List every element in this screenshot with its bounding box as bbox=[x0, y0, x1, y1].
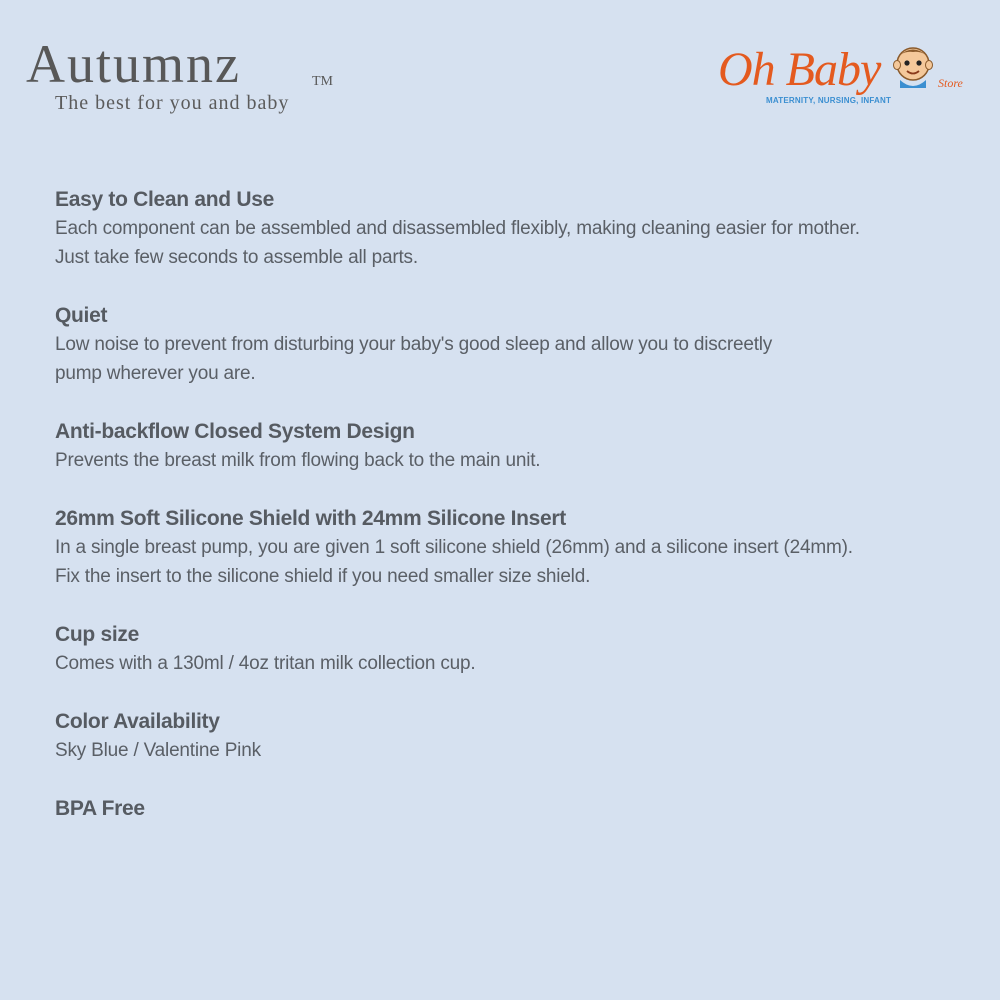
feature-description: Just take few seconds to assemble all parts. bbox=[55, 247, 418, 268]
feature-title: Quiet bbox=[55, 304, 108, 327]
feature-title: Color Availability bbox=[55, 710, 220, 733]
feature-section bbox=[55, 504, 955, 591]
feature-description: In a single breast pump, you are given 1 soft silicone shield (26mm) and a silicone insert (24mm). bbox=[55, 537, 853, 558]
feature-title: 26mm Soft Silicone Shield with 24mm Silicone Insert bbox=[55, 507, 567, 530]
brand-trademark: TM bbox=[312, 74, 333, 89]
feature-list bbox=[55, 185, 955, 852]
feature-section bbox=[55, 620, 955, 678]
feature-title: Easy to Clean and Use bbox=[55, 188, 274, 211]
feature-description: Comes with a 130ml / 4oz tritan milk collection cup. bbox=[55, 653, 476, 674]
feature-description: Each component can be assembled and disassembled flexibly, making cleaning easier for mother. bbox=[55, 218, 860, 239]
feature-description: Low noise to prevent from disturbing your baby's good sleep and allow you to discreetly bbox=[55, 334, 773, 355]
store-logo bbox=[718, 40, 980, 120]
feature-section bbox=[55, 185, 955, 272]
feature-title: BPA Free bbox=[55, 797, 145, 820]
store-sub: Store bbox=[938, 76, 963, 90]
feature-section bbox=[55, 707, 955, 765]
brand-tagline: The best for you and baby bbox=[55, 92, 290, 114]
feature-description: Sky Blue / Valentine Pink bbox=[55, 740, 261, 761]
feature-description: pump wherever you are. bbox=[55, 363, 256, 384]
feature-section bbox=[55, 417, 955, 475]
feature-title: Cup size bbox=[55, 623, 139, 646]
brand-logo bbox=[26, 34, 333, 115]
baby-face-icon bbox=[886, 40, 940, 94]
feature-title: Anti-backflow Closed System Design bbox=[55, 420, 415, 443]
feature-section bbox=[55, 301, 955, 388]
store-name: Oh Baby bbox=[718, 43, 881, 96]
feature-description: Prevents the breast milk from flowing back to the main unit. bbox=[55, 450, 541, 471]
feature-section bbox=[55, 794, 955, 823]
feature-description: Fix the insert to the silicone shield if you need smaller size shield. bbox=[55, 566, 591, 587]
store-tagline: MATERNITY, NURSING, INFANT bbox=[766, 96, 892, 105]
brand-name: Autumnz bbox=[26, 34, 241, 94]
